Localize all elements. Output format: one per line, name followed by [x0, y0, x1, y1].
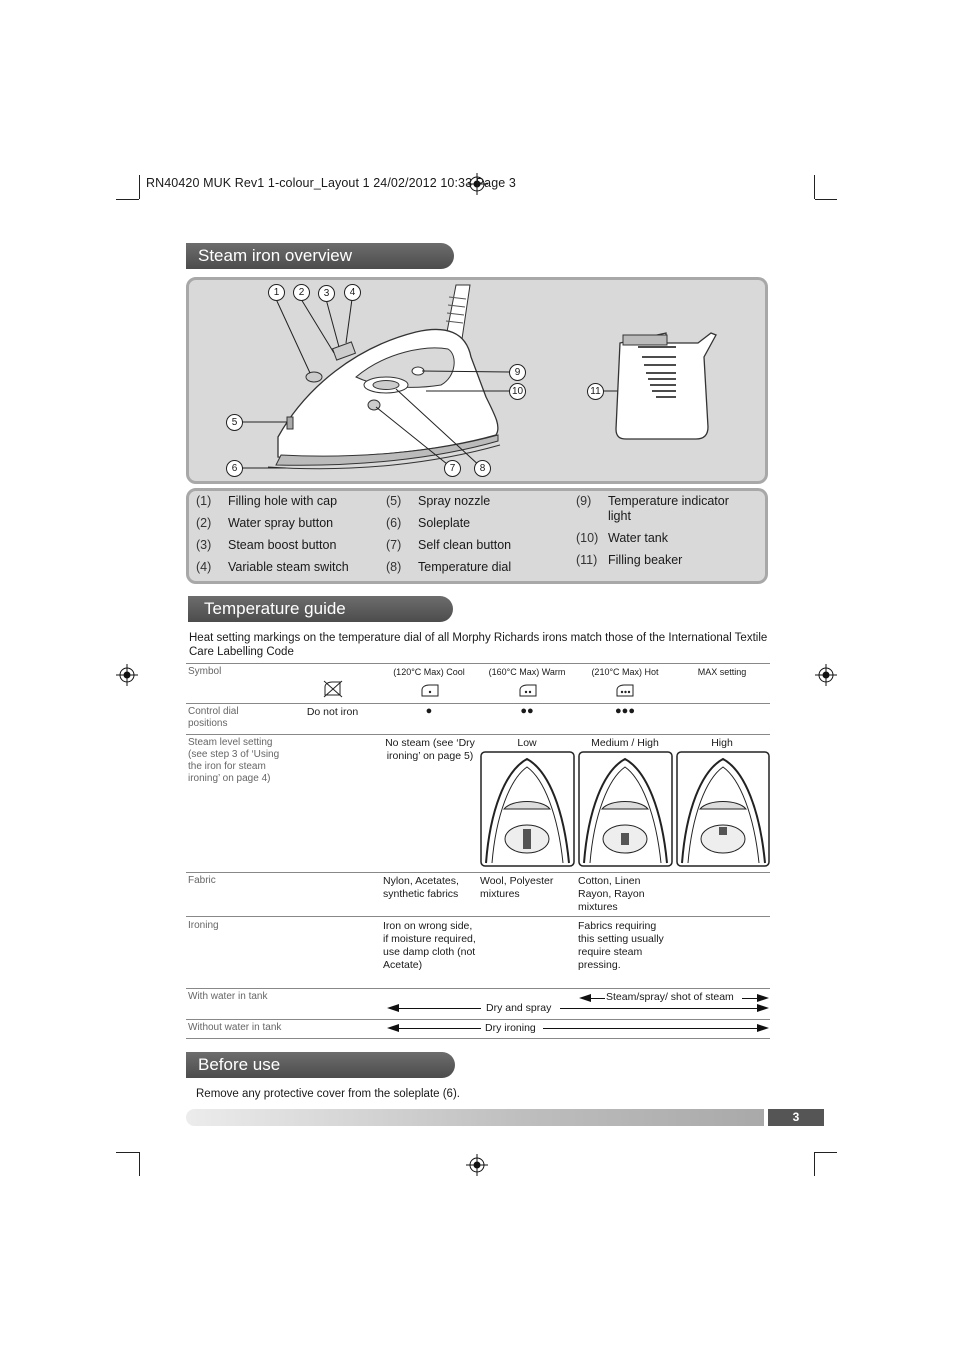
arrow-line [560, 1008, 759, 1010]
legend-label: Steam boost button [228, 538, 337, 552]
steam-spray-label: Steam/spray/ shot of steam [606, 991, 734, 1003]
steam-medium-high: Medium / High [591, 737, 659, 749]
callout-1: 1 [268, 284, 285, 301]
symbol-header-max: MAX setting [697, 667, 747, 677]
section-header-temperature [188, 596, 453, 622]
iron-two-dot-icon [518, 683, 538, 699]
control-two-dot: ●● [520, 705, 534, 717]
legend-number: (9) [576, 494, 592, 508]
section-title: Steam iron overview [198, 246, 353, 265]
arrow-right-icon [757, 1004, 769, 1012]
registration-mark-icon [466, 1154, 488, 1176]
symbol-header-cool: (120°C Max) Cool [393, 667, 465, 677]
legend-label: Temperature indicator light [608, 494, 729, 523]
table-rule [186, 872, 770, 873]
legend-label: Self clean button [418, 538, 512, 552]
arrow-right-icon [757, 994, 769, 1002]
table-rule [186, 703, 770, 704]
callout-7: 7 [444, 460, 461, 477]
legend-label: Temperature dial [418, 560, 512, 574]
legend-number: (6) [386, 516, 402, 530]
fabric-cool: Nylon, Acetates, synthetic fabrics [383, 875, 459, 900]
fabric-hot: Cotton, Linen Rayon, Rayon mixtures [578, 875, 645, 913]
ironing-hot: Fabrics requiring this setting usually require steam pressing. [578, 920, 664, 971]
steam-dial-high-illustration [676, 751, 770, 867]
before-use-text: Remove any protective cover from the soleplate (6). [196, 1088, 460, 1100]
crop-mark [116, 1152, 139, 1153]
section-title: Temperature guide [204, 599, 346, 618]
legend-number: (11) [576, 553, 598, 567]
intro-text: Heat setting markings on the temperature dial of all Morphy Richards irons match those of the International Textile Care Labelling Code [189, 632, 768, 658]
table-rule [186, 916, 770, 917]
legend-label: Spray nozzle [418, 494, 491, 508]
registration-mark-icon [116, 664, 138, 686]
dry-and-spray-label: Dry and spray [486, 1002, 552, 1014]
crop-mark [815, 199, 837, 200]
crop-mark [139, 175, 140, 199]
section-header-overview [186, 243, 454, 269]
table-rule [186, 663, 770, 664]
footer-bar [186, 1109, 764, 1126]
table-rule [186, 988, 770, 989]
row-label-without-water: Without water in tank [188, 1022, 282, 1033]
crop-mark [814, 175, 815, 199]
arrow-line [397, 1028, 481, 1030]
iron-one-dot-icon [420, 683, 440, 699]
steam-dial-medium-high-illustration [578, 751, 673, 867]
legend-label: Filling beaker [608, 553, 683, 567]
do-not-iron-icon [322, 679, 344, 699]
table-rule [186, 734, 770, 735]
arrow-right-icon [757, 1024, 769, 1032]
legend-number: (8) [386, 560, 402, 574]
crop-mark [815, 1152, 837, 1153]
table-rule [186, 1038, 770, 1039]
callout-10: 10 [509, 383, 526, 400]
legend-number: (7) [386, 538, 402, 552]
row-label-with-water: With water in tank [188, 991, 268, 1002]
legend-number: (2) [196, 516, 212, 530]
ironing-cool: Iron on wrong side, if moisture required, use damp cloth (not Acetate) [383, 920, 476, 971]
callout-11: 11 [587, 383, 604, 400]
row-label-control-dial: Control dial positions [188, 706, 239, 729]
steam-high: High [711, 737, 733, 749]
row-label-ironing: Ironing [188, 920, 219, 931]
legend-number: (5) [386, 494, 402, 508]
symbol-header-warm: (160°C Max) Warm [488, 667, 566, 677]
iron-illustration [186, 277, 768, 484]
table-rule [186, 1019, 770, 1020]
iron-three-dot-icon [615, 683, 635, 699]
callout-4: 4 [344, 284, 361, 301]
callout-3: 3 [318, 285, 335, 302]
symbol-header-hot: (210°C Max) Hot [591, 667, 659, 677]
control-one-dot: ● [425, 705, 433, 717]
callout-2: 2 [293, 284, 310, 301]
steam-no-steam: No steam (see ‘Dry ironing’ on page 5) [385, 737, 475, 762]
callout-5: 5 [226, 414, 243, 431]
legend-number: (1) [196, 494, 212, 508]
print-slug: RN40420 MUK Rev1 1-colour_Layout 1 24/02/2012 10:33 Page 3 [146, 176, 516, 190]
section-title: Before use [198, 1055, 281, 1074]
legend-label: Filling hole with cap [228, 494, 338, 508]
control-three-dot: ●●● [615, 705, 635, 717]
control-do-not-iron: Do not iron [306, 706, 359, 718]
legend-number: (4) [196, 560, 212, 574]
steam-low: Low [517, 737, 537, 749]
legend-label: Water spray button [228, 516, 334, 530]
row-label-steam-level: Steam level setting (see step 3 of ‘Using the iron for steam ironing’ on page 4) [188, 737, 280, 784]
arrow-line [543, 1028, 759, 1030]
legend-label: Water tank [608, 531, 668, 545]
callout-9: 9 [509, 364, 526, 381]
legend-label: Variable steam switch [228, 560, 349, 574]
section-header-before-use [186, 1052, 455, 1078]
callout-6: 6 [226, 460, 243, 477]
dry-ironing-label: Dry ironing [485, 1022, 536, 1034]
legend-number: (3) [196, 538, 212, 552]
row-label-symbol: Symbol [188, 666, 222, 677]
registration-mark-icon [815, 664, 837, 686]
page-number: 3 [768, 1109, 824, 1126]
legend-label: Soleplate [418, 516, 471, 530]
legend-number: (10) [576, 531, 599, 545]
callout-8: 8 [474, 460, 491, 477]
arrow-line [589, 998, 605, 1000]
arrow-line [397, 1008, 481, 1010]
steam-dial-low-illustration [480, 751, 575, 867]
crop-mark [814, 1152, 815, 1176]
crop-mark [116, 199, 139, 200]
fabric-warm: Wool, Polyester mixtures [480, 875, 554, 900]
crop-mark [139, 1152, 140, 1176]
row-label-fabric: Fabric [188, 875, 216, 886]
